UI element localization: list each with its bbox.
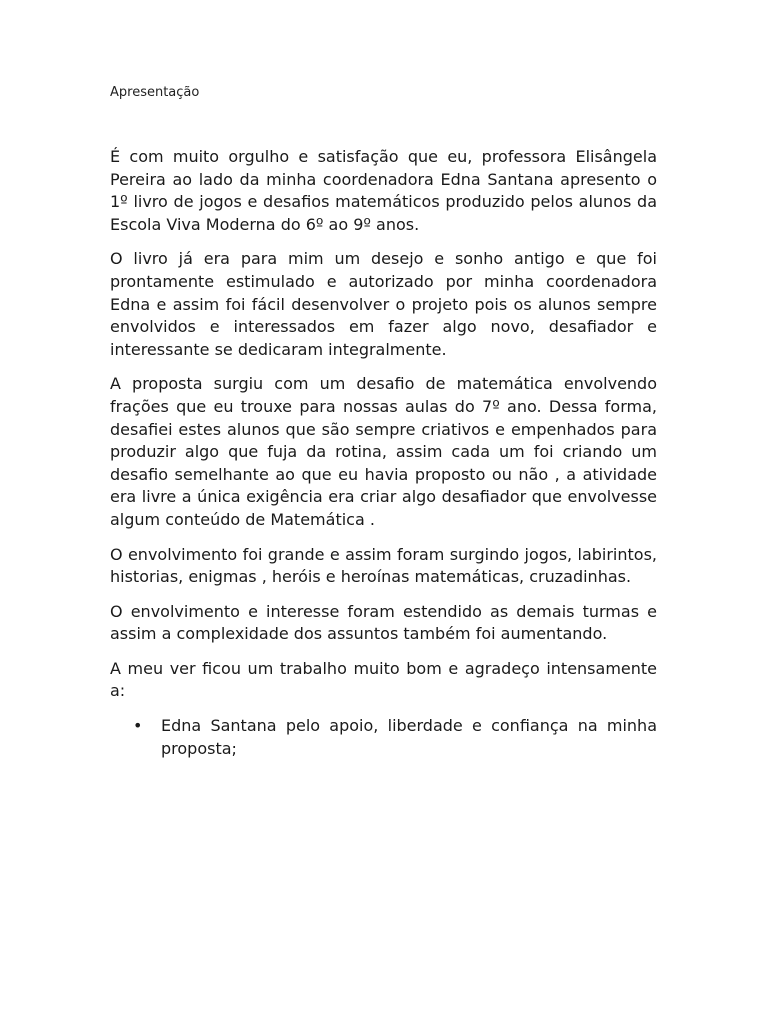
document-body: [110, 146, 657, 760]
paragraph: O envolvimento foi grande e assim foram surgindo jogos, labirintos, historias, enigmas , heróis e heroínas matemáticas, cruzadinhas.: [110, 544, 657, 587]
bullet-item: [110, 715, 657, 760]
paragraph: É com muito orgulho e satisfação que eu, professora Elisângela Pereira ao lado da minha coordenadora Edna Santana apresento o 1º livro de jogos e desafios matemáticos produzido pelos alunos da Escola Viva Moderna do 6º ao 9º anos.: [110, 147, 657, 234]
bullet-text: Edna Santana pelo apoio, liberdade e confiança na minha proposta;: [161, 716, 657, 758]
paragraph: A proposta surgiu com um desafio de matemática envolvendo frações que eu trouxe para nossas aulas do 7º ano. Dessa forma, desafiei estes alunos que são sempre criativos e empenhados para produzir algo que fuja da rotina, assim cada um foi criando um desafio semelhante ao que eu havia proposto ou não , a atividade era livre a única exigência era criar algo desafiador que envolvesse algum conteúdo de Matemática .: [110, 374, 657, 529]
paragraph: O envolvimento e interesse foram estendido as demais turmas e assim a complexidade dos assuntos também foi aumentando.: [110, 601, 657, 644]
paragraph: A meu ver ficou um trabalho muito bom e agradeço intensamente a:: [110, 658, 657, 701]
bullet-icon: •: [133, 716, 143, 736]
bullet-list: [110, 715, 657, 760]
document-heading: Apresentação: [110, 85, 200, 100]
paragraph: O livro já era para mim um desejo e sonho antigo e que foi prontamente estimulado e autorizado por minha coordenadora Edna e assim foi fácil desenvolver o projeto pois os alunos sempre envolvidos e interessados em fazer algo novo, desafiador e interessante se dedicaram integralmente.: [110, 249, 657, 359]
